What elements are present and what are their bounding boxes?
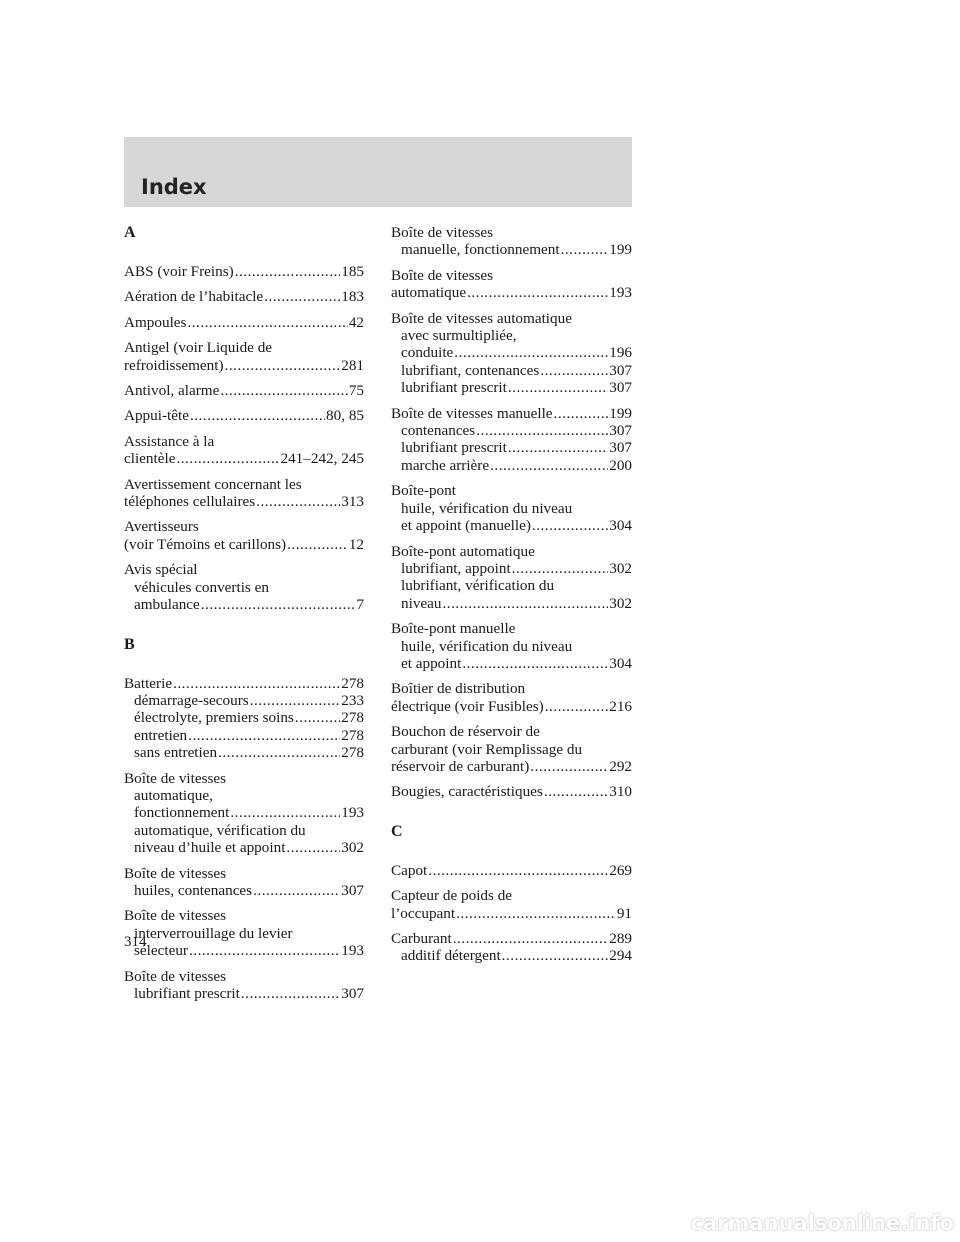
entry-page: 200 — [609, 456, 632, 474]
entry-page: 304 — [609, 517, 632, 535]
header-band — [124, 137, 632, 207]
index-entry — [124, 407, 364, 424]
entry-page: 307 — [609, 422, 632, 440]
entry-text: Boîte de vitesses automatique — [391, 309, 572, 327]
entry-text: Bougies, caractéristiques — [391, 783, 543, 801]
entry-text: Appui-tête — [124, 407, 189, 425]
page-title: Index — [141, 175, 207, 199]
entry-subtext: automatique, vérification du — [134, 821, 306, 839]
index-entry — [391, 267, 632, 302]
entry-subtext: interverrouillage du levier — [134, 924, 293, 942]
entry-text: automatique — [391, 284, 467, 302]
entry-page: 233 — [341, 691, 364, 709]
entry-page: 278 — [341, 674, 364, 692]
entry-subtext: lubrifiant, contenances — [401, 361, 540, 379]
index-entry — [391, 930, 632, 965]
entry-text: Avertisseurs — [124, 518, 199, 536]
entry-subtext: conduite — [401, 344, 454, 362]
entry-page: 302 — [609, 594, 632, 612]
entry-subtext: ambulance — [134, 596, 200, 614]
entry-text: Avertissement concernant les — [124, 475, 302, 493]
section-letter: A — [124, 224, 136, 241]
entry-text: Boîte-pont — [391, 482, 456, 500]
entry-page: 304 — [609, 654, 632, 672]
entry-text: clientèle — [124, 450, 176, 468]
section-letter: C — [391, 822, 403, 840]
entry-text: Antigel (voir Liquide de — [124, 339, 273, 357]
index-entry — [124, 865, 364, 900]
entry-page: 281 — [341, 356, 364, 374]
entry-page: 80, 85 — [326, 407, 364, 425]
entry-subtext: lubrifiant, appoint — [401, 559, 511, 577]
entry-text: Boîte de vitesses — [124, 907, 227, 925]
entry-page: 193 — [341, 804, 364, 822]
entry-page: 199 — [609, 404, 632, 422]
watermark-logo: carmanualsonline.info — [690, 1211, 954, 1235]
entry-text: Boîte de vitesses — [124, 769, 227, 787]
index-entry — [391, 680, 632, 715]
entry-subtext: fonctionnement — [134, 804, 230, 822]
entry-text: téléphones cellulaires — [124, 493, 256, 511]
entry-page: 199 — [609, 241, 632, 259]
entry-subtext: contenances — [401, 422, 476, 440]
entry-subtext: sans entretien — [134, 744, 218, 762]
entry-page: 269 — [609, 861, 632, 879]
index-entry — [391, 543, 632, 613]
entry-text: réservoir de carburant) — [391, 757, 530, 775]
entry-text: Carburant — [391, 930, 452, 947]
index-entry — [391, 887, 632, 922]
index-entry — [124, 968, 364, 1003]
index-entry — [124, 314, 364, 331]
entry-text: Boîte de vitesses — [391, 224, 494, 241]
index-entry — [124, 518, 364, 553]
index-entry — [391, 783, 632, 800]
page-number: 314 — [124, 934, 147, 950]
index-column-left — [124, 224, 364, 1010]
index-entry — [124, 339, 364, 374]
entry-text: Batterie — [124, 674, 173, 692]
entry-page: 294 — [609, 947, 632, 965]
entry-subtext: huiles, contenances — [134, 881, 253, 899]
entry-subtext: sélecteur — [134, 942, 188, 960]
index-entry — [391, 620, 632, 672]
index-entry — [124, 561, 364, 613]
index-entry — [124, 907, 364, 959]
entry-page: 278 — [341, 726, 364, 744]
entry-page: 302 — [609, 559, 632, 577]
entry-subtext: huile, vérification du niveau — [401, 637, 573, 655]
entry-subtext: lubrifiant prescrit — [134, 985, 240, 1002]
entry-text: Boîte de vitesses — [124, 864, 227, 882]
entry-page: 196 — [609, 344, 632, 362]
entry-text: Boîte de vitesses — [391, 266, 494, 284]
index-entry — [124, 476, 364, 511]
index-entry — [391, 310, 632, 397]
entry-page: 307 — [341, 881, 364, 899]
entry-page: 12 — [348, 535, 364, 553]
entry-text: Avis spécial — [124, 561, 198, 579]
index-entry — [124, 382, 364, 399]
entry-text: Boîte-pont automatique — [391, 542, 535, 560]
entry-text: électrique (voir Fusibles) — [391, 697, 544, 715]
entry-text: Assistance à la — [124, 432, 215, 450]
entry-text: Boîte de vitesses — [124, 967, 227, 985]
entry-subtext: additif détergent — [401, 947, 501, 965]
entry-text: Aération de l’habitacle — [124, 288, 264, 306]
index-entry — [124, 433, 364, 468]
index-entry — [391, 405, 632, 475]
entry-subtext: démarrage-secours — [134, 691, 249, 709]
entry-subtext: entretien — [134, 726, 188, 744]
entry-subtext: avec surmultipliée, — [401, 327, 517, 345]
entry-page: 42 — [348, 313, 364, 331]
index-entry — [391, 862, 632, 879]
entry-text: Boîte-pont manuelle — [391, 620, 516, 638]
entry-text: ABS (voir Freins) — [124, 263, 234, 280]
entry-page: 278 — [341, 709, 364, 727]
entry-subtext: lubrifiant, vérification du — [401, 577, 555, 595]
entry-page: 292 — [609, 757, 632, 775]
entry-page: 289 — [609, 930, 632, 947]
entry-text: Boîtier de distribution — [391, 680, 526, 698]
entry-text: Capteur de poids de — [391, 887, 513, 905]
entry-page: 307 — [609, 361, 632, 379]
entry-subtext: et appoint — [401, 654, 462, 672]
entry-page: 310 — [609, 783, 632, 801]
entry-subtext: niveau — [401, 594, 442, 612]
entry-page: 75 — [348, 382, 364, 400]
entry-page: 313 — [341, 493, 364, 511]
entry-text: Ampoules — [124, 313, 187, 331]
index-entry — [124, 675, 364, 762]
entry-page: 193 — [609, 284, 632, 302]
entry-text: Antivol, alarme — [124, 382, 220, 400]
entry-page: 183 — [341, 288, 364, 306]
entry-subtext: et appoint (manuelle) — [401, 517, 531, 535]
entry-page: 241–242, 245 — [280, 450, 364, 468]
entry-text: Capot — [391, 861, 428, 879]
entry-page: 278 — [341, 744, 364, 762]
index-entry — [124, 770, 364, 857]
entry-subtext: manuelle, fonctionnement — [401, 241, 560, 259]
entry-page: 193 — [341, 942, 364, 960]
index-entry — [391, 723, 632, 775]
index-column-right — [391, 224, 632, 973]
entry-text: refroidissement) — [124, 356, 224, 374]
entry-subtext: niveau d’huile et appoint — [134, 839, 286, 857]
index-entry — [124, 288, 364, 305]
entry-text: carburant (voir Remplissage du — [391, 740, 583, 758]
entry-subtext: lubrifiant prescrit — [401, 379, 507, 397]
entry-page: 307 — [609, 439, 632, 457]
index-entry — [391, 224, 632, 259]
entry-subtext: lubrifiant prescrit — [401, 439, 507, 457]
entry-page: 307 — [341, 985, 364, 1002]
entry-subtext: véhicules convertis en — [134, 578, 269, 596]
entry-subtext: huile, vérification du niveau — [401, 499, 573, 517]
index-entry — [391, 482, 632, 534]
entry-page: 302 — [341, 839, 364, 857]
entry-text: Boîte de vitesses manuelle — [391, 404, 553, 422]
entry-subtext: marche arrière — [401, 456, 490, 474]
entry-page: 185 — [341, 263, 364, 280]
section-letter: B — [124, 635, 135, 653]
entry-text: (voir Témoins et carillons) — [124, 535, 287, 553]
entry-page: 216 — [609, 697, 632, 715]
index-entry — [124, 263, 364, 280]
entry-page: 7 — [356, 596, 364, 614]
entry-subtext: électrolyte, premiers soins — [134, 709, 294, 727]
entry-page: 91 — [616, 904, 632, 922]
entry-page: 307 — [609, 379, 632, 397]
entry-text: l’occupant — [391, 904, 456, 922]
entry-text: Bouchon de réservoir de — [391, 723, 540, 741]
entry-subtext: automatique, — [134, 786, 213, 804]
